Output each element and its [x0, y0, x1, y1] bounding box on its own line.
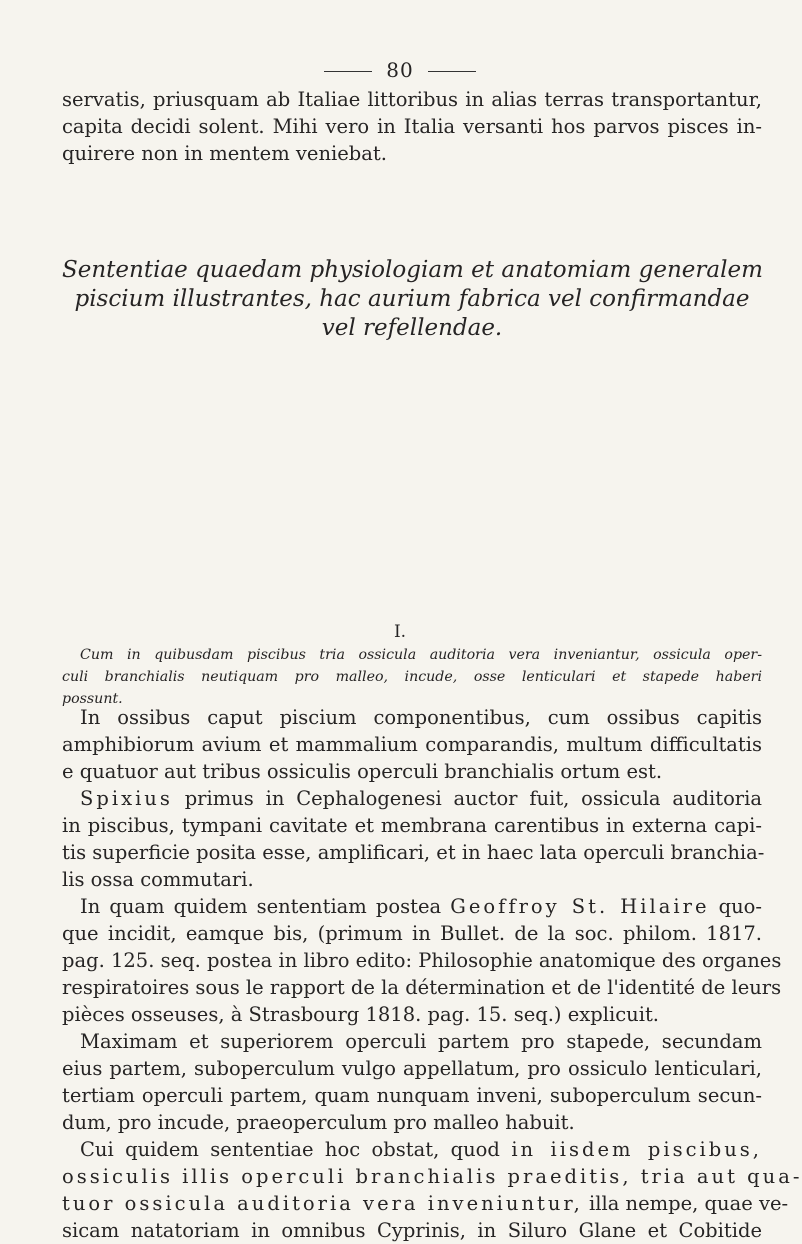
- page-header: [0, 58, 800, 82]
- text-line: [62, 1163, 802, 1190]
- text-line: amphibiorum avium et mammalium comparandis, multum difficultatis: [62, 733, 762, 756]
- text-line: pag. 125. seq. postea in libro edito: Philosophie anatomique des organes: [62, 949, 782, 972]
- paragraph-4: [62, 1028, 762, 1136]
- header-rule-left: [324, 71, 372, 72]
- text-line: In quam quidem sententiam postea Geoffroy St. Hilaire quo-: [80, 895, 762, 918]
- section-number: I.: [393, 622, 407, 642]
- page-number: 80: [386, 58, 414, 82]
- paragraph-5: [62, 1136, 802, 1244]
- body-text: [62, 704, 802, 1244]
- heading-line: piscium illustrantes, hac aurium fabrica vel confirmandae: [74, 286, 750, 312]
- intro-paragraph: [62, 86, 762, 167]
- text-line: servatis, priusquam ab Italiae littoribus in alias terras transportantur,: [62, 88, 762, 111]
- text-line: In ossibus caput piscium componentibus, cum ossibus capitis: [80, 706, 762, 729]
- paragraph-1: [62, 704, 762, 785]
- text-line: Spixius primus in Cephalogenesi auctor fuit, ossicula auditoria: [80, 787, 762, 810]
- text-line: tuor ossicula auditoria vera inveniuntur, illa nempe, quae ve-: [62, 1192, 789, 1215]
- author-name-geoffroy: Geoffroy St. Hilaire: [450, 895, 710, 918]
- author-name-spixius: Spixius: [80, 787, 173, 810]
- section-heading: [62, 256, 762, 343]
- text-line: quirere non in mentem veniebat.: [62, 142, 387, 165]
- text-line: que incidit, eamque bis, (primum in Bullet. de la soc. philom. 1817.: [62, 922, 762, 945]
- text-line: pièces osseuses, à Strasbourg 1818. pag. 15. seq.) explicuit.: [62, 1003, 659, 1026]
- thesis-line: Cum in quibusdam piscibus tria ossicula auditoria vera inveniantur, ossicula oper-: [80, 647, 762, 663]
- thesis-line: possunt.: [62, 691, 123, 707]
- text-line: tertiam operculi partem, quam nunquam inveni, suboperculum secun-: [62, 1084, 762, 1107]
- spaced-emphasis: ossiculis illis operculi branchialis praeditis, tria aut qua-: [62, 1165, 802, 1188]
- text-line: eius partem, suboperculum vulgo appellatum, pro ossiculo lenticulari,: [62, 1057, 762, 1080]
- header-rule-right: [428, 71, 476, 72]
- paragraph-2: [62, 785, 765, 893]
- paragraph-3: [62, 893, 782, 1028]
- text-line: capita decidi solent. Mihi vero in Italia versanti hos parvos pisces in-: [62, 115, 762, 138]
- heading-line: Sententiae quaedam physiologiam et anatomiam generalem: [62, 257, 763, 283]
- thesis-line: culi branchialis neutiquam pro malleo, incude, osse lenticulari et stapede haberi: [62, 669, 762, 685]
- spaced-emphasis: tuor ossicula auditoria vera inveniuntur,: [62, 1192, 583, 1215]
- text-line: Cui quidem sententiae hoc obstat, quod in iisdem piscibus,: [80, 1138, 762, 1161]
- text-line: tis superficie posita esse, amplificari, et in haec lata operculi branchia-: [62, 841, 765, 864]
- text-line: in piscibus, tympani cavitate et membrana carentibus in externa capi-: [62, 814, 762, 837]
- text-line: e quatuor aut tribus ossiculis operculi branchialis ortum est.: [62, 760, 663, 783]
- heading-line: vel refellendae.: [321, 315, 503, 341]
- text-line: dum, pro incude, praeoperculum pro malleo habuit.: [62, 1111, 575, 1134]
- text-line: respiratoires sous le rapport de la détermination et de l'identité de leurs: [62, 976, 782, 999]
- text-line: Maximam et superiorem operculi partem pro stapede, secundam: [80, 1030, 762, 1053]
- text-line: lis ossa commutari.: [62, 868, 254, 891]
- text-line: sicam natatoriam in omnibus Cyprinis, in Siluro Glane et Cobitide: [62, 1219, 762, 1242]
- spaced-emphasis: in iisdem piscibus,: [511, 1138, 762, 1161]
- thesis-statement: [62, 644, 762, 710]
